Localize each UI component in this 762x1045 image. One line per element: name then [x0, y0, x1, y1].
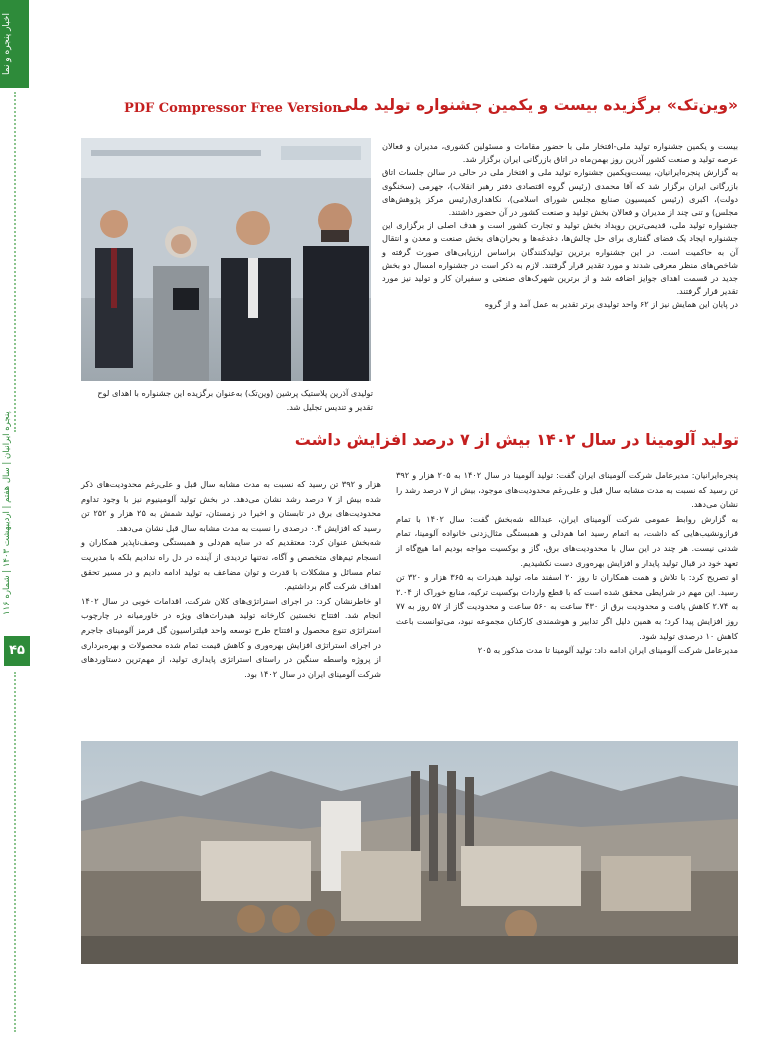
decorative-dotted-line-bottom: [14, 672, 16, 1032]
section-tab-label: اخبار پنجره و نما: [2, 13, 12, 75]
article1-paragraph: جشنواره تولید ملی، قدیمی‌ترین رویداد بخش تولید و تجارت کشور است و هدف اصلی از برگزاری این جشنواره ایجاد یک فضای گفتاری برای حل چالش‌ها، دغدغه‌ها و بحران‌های بخش صنعت و معدن و انتقال آن به حاکمیت است. در این جشنواره برترین تولیدکنندگان براساس ارزیابی‌های صورت گرفته و شاخص‌های منظر معرفی شدند و مورد تقدیر قرار گرفتند. لازم به ذکر است در جشنواره امسال دو بخش جدید در قسمت اهدای جوایز اضافه شد و از برترین شهرک‌های صنعتی و سفیران کار و تولید نیز مورد تقدیر قرار گرفتند.: [382, 220, 738, 297]
alumina-plant-photo: [81, 741, 738, 964]
article2-paragraph: مدیرعامل شرکت آلومینای ایران ادامه داد: تولید آلومینا تا مدت مذکور به ۲۰۵: [477, 645, 738, 656]
article2-paragraph: او خاطرنشان کرد: در اجرای استراتژی‌های کلان شرکت، اقدامات خوبی در سال ۱۴۰۲ انجام شد. افتتاح نخستین کارخانه تولید هیدرات‌های ویژه در خاورمیانه در چارچوب استراتژی تنوع محصول و افتتاح طرح توسعه واحد فیلتراسیون گل قرمز آلومینای جاجرم در اجرای استراتژی افزایش بهره‌وری و کاهش قیمت تمام شده محصولات و بهره‌برداری از پروژه واسطه سنگین در راستای استراتژی پایداری تولید، از مهم‌ترین دستاوردهای شرکت آلومینای ایران در سال ۱۴۰۲ بود.: [81, 595, 381, 679]
article1-paragraph: بیست و یکمین جشنواره تولید ملی-افتخار ملی با حضور مقامات و مسئولین کشوری، مدیران و فعالان عرصه تولید و صنعت کشور آذرین روز بهمن‌ماه در اتاق بازرگانی ایران برگزار شد.: [382, 141, 738, 165]
article2-paragraph: شه‌بخش عنوان کرد: معتقدیم که در سایه هم‌دلی و همبستگی وصف‌ناپذیر همکاران و انسجام تیم‌های متخصص و آگاه، نه‌تنها تردیدی از آینده در دل راه ندادیم بلکه با مدیریت تمام مسائل و مشکلات با قدرت و توان مضاعف به تولید ادامه دادیم و در مسیر تحقق اهداف شرکت گام برداشتیم.: [81, 537, 381, 592]
article1-paragraph: در پایان این همایش نیز از ۶۲ واحد تولیدی برتر تقدیر به عمل آمد و از گروه: [484, 299, 738, 310]
article1-paragraph: به گزارش پنجره‌ایرانیان، بیست‌ویکمین جشنواره تولید ملی و افتخار ملی در حالی در سالن جلسات اتاق بازرگانی ایران برگزار شد که آقا محمدی (رئیس گروه اقتصادی دفتر رهبر انقلاب)، جهرمی (سخنگوی دولت)، اکبری (رئیس کمیسیون صنایع مجلس شورای اسلامی)، نکاهداری(رئیس مرکز پژوهش‌های مجلس) و تنی چند از مدیران و فعالان بخش تولید و صنعت کشور در آن حضور داشتند.: [382, 167, 738, 218]
award-photo: [81, 138, 371, 381]
decorative-dotted-line-top: [14, 92, 16, 432]
article1-photo-caption: تولیدی آذرین پلاستیک پرشین (وین‌تک) به‌عنوان برگزیده این جشنواره با اهدای لوح تقدیر و تندیس تجلیل شد.: [97, 388, 373, 412]
article2-paragraph: به گزارش روابط عمومی شرکت آلومینای ایران، عبدالله شه‌بخش گفت: سال ۱۴۰۲ با تمام فراز‌ونشیب‌هایی که داشت، به اتمام رسید اما هم‌دلی و همبستگی مثال‌زدنی خانواده آلومینا، تمام شدنی نیست. هر چند در این سال با محدودیت‌های برق، گاز و بوکسیت مواجه بودیم اما هیچ‌گاه از تعهد خود در قبال تولید پایدار و افزایش بهره‌وری دست نکشیدیم.: [396, 513, 738, 568]
article1-title: «وین‌تک» برگزیده بیست و یکمین جشنواره تولید ملی: [336, 96, 738, 114]
page-number: ۴۵: [4, 636, 30, 666]
section-tab: [0, 0, 29, 88]
pdf-watermark: PDF Compressor Free Version: [124, 101, 342, 116]
article2-paragraph: هزار و ۳۹۲ تن رسید که نسبت به مدت مشابه سال قبل و علی‌رغم محدودیت‌های ذکر شده بیش از ۷ درصد رشد نشان می‌دهد. در بخش تولید آلومینیوم نیز با وجود تداوم محدودیت‌های برق در تابستان و اخیرا در زمستان، تولید شمش به ۲۵ هزار و ۲۵۲ تن رسید که افزایش ۰.۴ درصدی را نسبت به مدت مشابه سال قبل نشان می‌دهد.: [81, 479, 381, 533]
article1-body: [382, 140, 738, 312]
issue-info-label: پنجره ایرانیان | سال هفتم | اردیبهشت ۱۴۰۳ | شماره ۱۱۶: [2, 411, 12, 615]
article2-right-column: [396, 468, 738, 658]
article2-title: تولید آلومینا در سال ۱۴۰۲ بیش از ۷ درصد افزایش داشت: [294, 430, 739, 449]
article2-paragraph: او تصریح کرد: با تلاش و همت همکاران تا روز ۲۰ اسفند ماه، تولید هیدرات به ۳۶۵ هزار و ۳۲۰ تن رسید. این مهم در شرایطی محقق شده است که با قطع واردات بوکسیت ترکیه، منابع خوراک از ۲.۰۴ به ۲.۷۴ کاهش یافت و محدودیت برق از ۴۳۰ ساعت به ۵۶۰ ساعت و محدودیت گاز از ۵۷ روز به ۷۷ روز افزایش پیدا کرد؛ به همین دلیل اگر تدابیر و هوشمندی کارکنان مجموعه نبود، می‌توانست باعث کاهش ۱۰ درصدی تولید شود.: [396, 572, 739, 641]
article2-left-column: [81, 477, 381, 681]
article2-paragraph: پنجره‌ایرانیان: مدیرعامل شرکت آلومینای ایران گفت: تولید آلومینا در سال ۱۴۰۲ به ۲۰۵ هزار و ۳۹۲ تن رسید که نسبت به مدت مشابه سال قبل و علی‌رغم محدودیت‌های موجود، بیش از ۷ درصد رشد را نشان می‌دهد.: [396, 470, 738, 510]
